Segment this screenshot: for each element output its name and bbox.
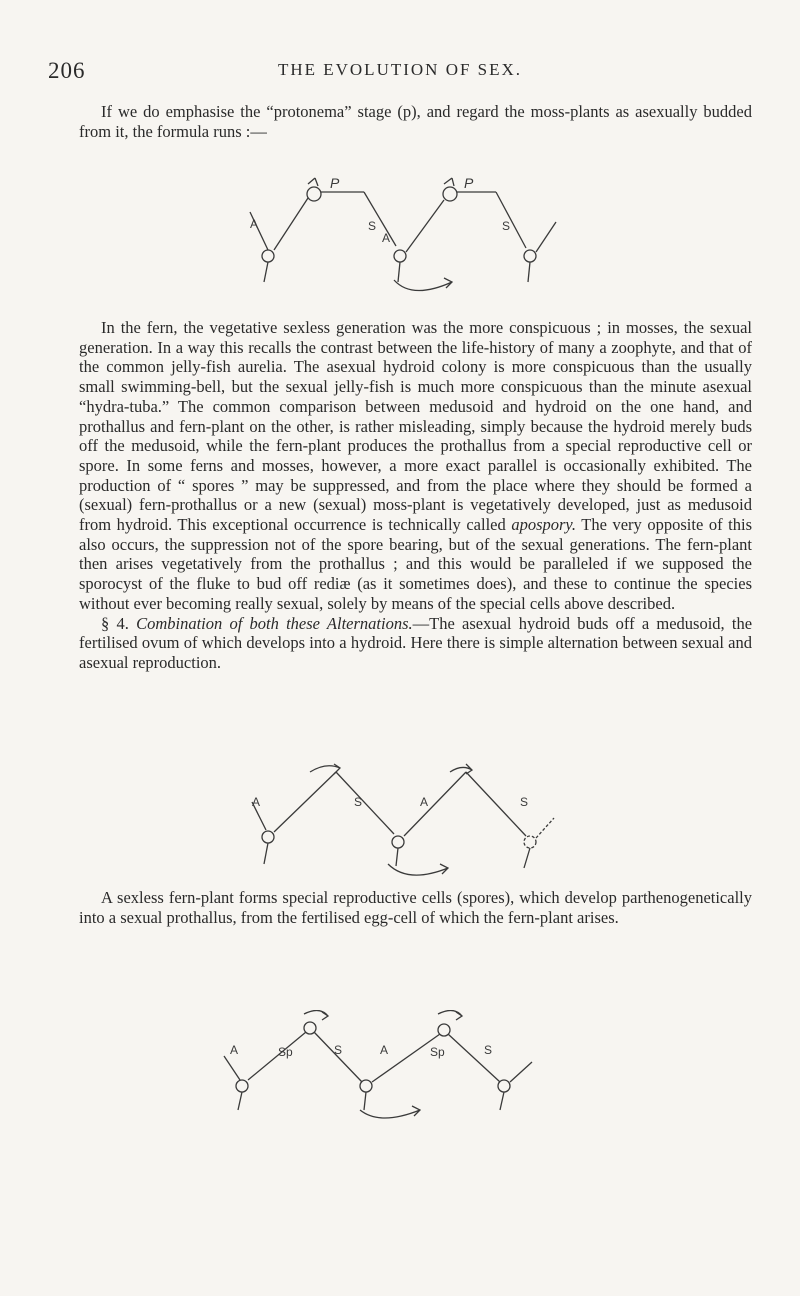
caption-paragraph — [79, 888, 752, 927]
section-number: § 4. — [101, 613, 129, 633]
diagram3-label-s1: S — [334, 1043, 343, 1057]
paragraph-text-2: The very opposite of this also occurs, the suppression not of the spore bearing, but of the sexual generations. The fern-plant then arises vegetatively from the prothallus ; and this would be paralleled if we supposed the sporocyst of the fluke to bud off rediæ (as it sometimes does), and these to continue the species without ever becoming really sexual, solely by means of the special cells above described. — [79, 515, 752, 613]
diagram3-label-a1: A — [230, 1043, 239, 1057]
diagram2-label-s2: S — [520, 795, 529, 809]
intro-paragraph — [79, 102, 752, 141]
diagram3-label-sp2: Sp — [430, 1045, 445, 1059]
diagram1-label-s1: S — [368, 219, 377, 233]
running-title: THE EVOLUTION OF SEX. — [277, 60, 523, 79]
paragraph-text-1: In the fern, the vegetative sexless generation was the more conspicuous ; in mosses, the sexual generation. In a way this recalls the contrast between the life-history of many a zoophyte, and that of the common jelly-fish aurelia. The asexual hydroid colony is more conspicuous than the usually small swimming-bell, but the sexual jelly-fish is much more conspicuous than the minute asexual “hydra-tuba.” The common comparison between medusoid and hydroid on the one hand, and prothallus and fern-plant on the other, is rather misleading, simply because the hydroid merely buds off the medusoid, while the fern-plant produces the prothallus from a special reproductive cell or spore. In some ferns and mosses, however, a more exact parallel is occasionally exhibited. The production of “ spores ” may be suppressed, and from the place where they should be formed a (sexual) fern-prothallus or a new (sexual) moss-plant is vegetatively developed, just as medusoid from hydroid. This exceptional occurrence is technically called — [79, 318, 752, 535]
diagram1-label-p2: P — [464, 175, 474, 191]
diagram3-label-a2: A — [380, 1043, 389, 1057]
fern-moss-paragraph — [79, 318, 752, 614]
fern-plant-caption: A sexless fern-plant forms special reproductive cells (spores), which develop parthenogenetically into a sexual prothallus, from the fertilised egg-cell of which the fern-plant arises. — [79, 888, 752, 927]
diagram1-label-a1: A — [250, 217, 259, 231]
diagram3-label-sp1: Sp — [278, 1045, 293, 1059]
diagram2-label-s1: S — [354, 795, 363, 809]
main-paragraph — [79, 318, 752, 673]
diagram1-label-a2: A — [382, 231, 391, 245]
diagram1-label-p1: P — [330, 175, 340, 191]
diagram-fern-spores — [214, 1010, 634, 1130]
page-number: 206 — [48, 58, 86, 83]
diagram3-label-s2: S — [484, 1043, 493, 1057]
page-header — [0, 58, 800, 88]
diagram-protonema-formula — [230, 172, 650, 297]
diagram2-label-a1: A — [252, 795, 261, 809]
section-heading: Combination of both these Alternations. — [136, 613, 413, 633]
section-text: —The asexual hydroid buds off a medusoid, the fertilised ovum of which develops into a hydroid. Here there is simple alternation between sexual and asexual reproduction. — [79, 613, 753, 672]
section-4-paragraph — [79, 614, 752, 673]
intro-text: If we do emphasise the “protonema” stage (p), and regard the moss-plants as asexually budded from it, the formula runs :— — [79, 102, 752, 141]
diagram2-label-a2: A — [420, 795, 429, 809]
diagram1-label-s2: S — [502, 219, 511, 233]
apospory-term: apospory. — [511, 515, 576, 535]
diagram-hydroid-medusoid — [228, 760, 638, 880]
